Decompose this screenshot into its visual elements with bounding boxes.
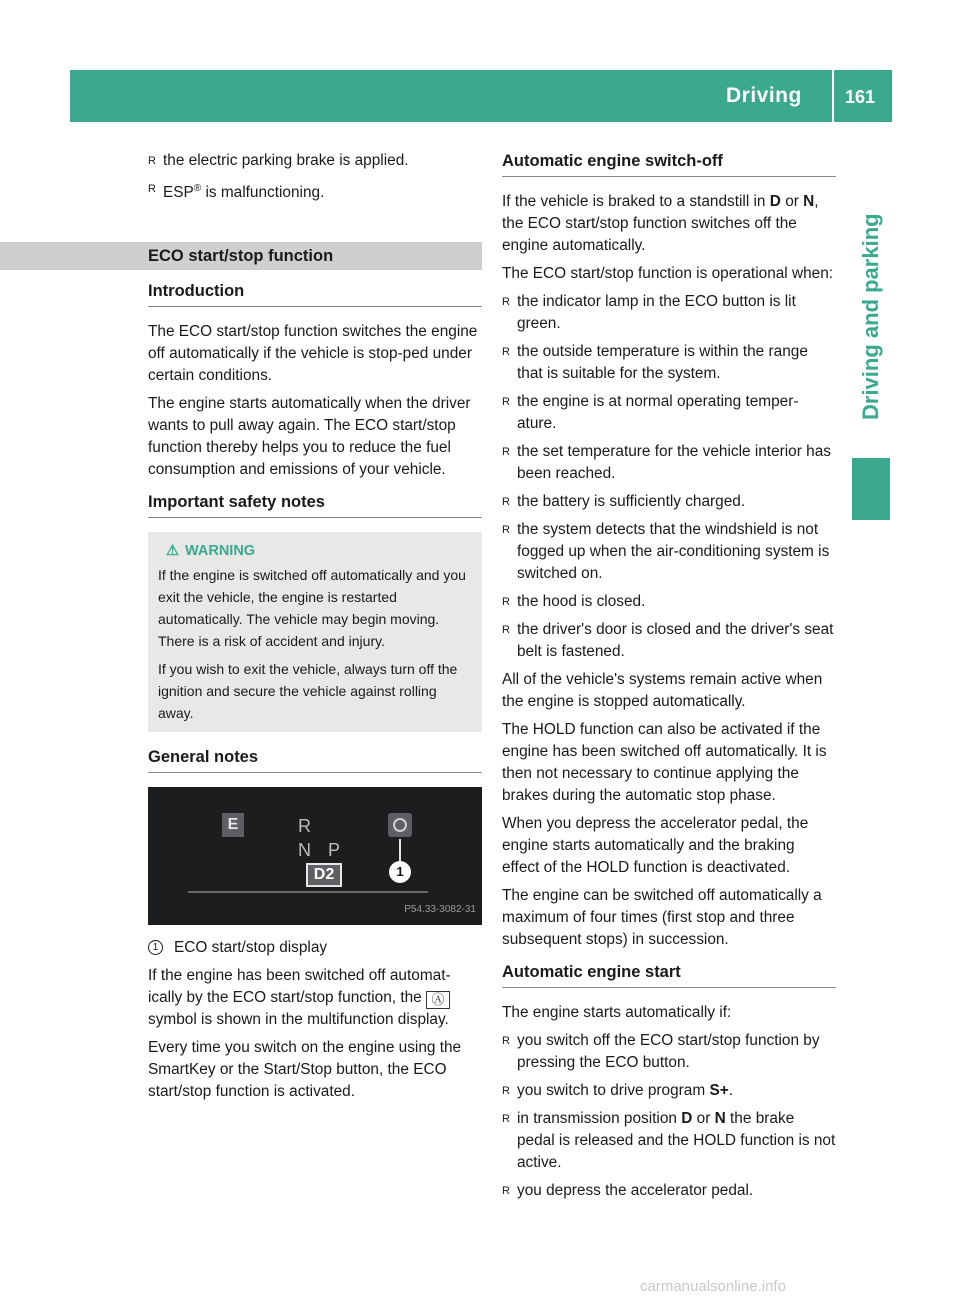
list-item: R the driver's door is closed and the driver's seat belt is fastened. — [502, 621, 834, 660]
callout-marker: 1 — [389, 861, 411, 883]
list-item: R the indicator lamp in the ECO button is lit green. — [502, 293, 796, 332]
list-item: R in transmission position D or N the brake pedal is released and the HOLD function is not active. — [502, 1110, 836, 1171]
side-tab-label: Driving and parking — [858, 213, 883, 420]
multifunction-display-image — [148, 787, 482, 925]
switch-off-paragraph: When you depress the accelerator pedal, the engine starts automatically and the braking effect of the HOLD function is deactivated. — [502, 815, 809, 876]
chapter-title: Driving — [726, 84, 802, 107]
introduction-heading: Introduction — [148, 280, 482, 307]
registered-mark: ® — [193, 183, 202, 194]
switch-off-heading: Automatic engine switch-off — [502, 150, 836, 177]
gear-d2-indicator: D2 — [306, 863, 342, 887]
eco-symbol-icon: Ⓐ — [426, 991, 450, 1009]
switch-off-paragraph: The ECO start/stop function is operational when: — [502, 265, 834, 282]
general-paragraph: Every time you switch on the engine using the SmartKey or the Start/Stop button, the ECO start/stop function is activated. — [148, 1039, 462, 1101]
warning-title: ⚠ WARNING — [166, 543, 256, 560]
bullet-mark: R — [148, 155, 156, 167]
switch-off-paragraph: The engine can be switched off automatically a maximum of four times (first stop and three subsequent stops) in succession. — [502, 887, 822, 948]
header-divider — [832, 70, 834, 122]
callout-number: 1 — [148, 940, 163, 955]
safety-heading: Important safety notes — [148, 491, 482, 518]
intro-paragraph: The engine starts automatically when the driver wants to pull away again. The ECO start/stop function thereby helps you to reduce the fuel consumption and emissions of your vehicle. — [148, 395, 471, 479]
callout-legend: 1 ECO start/stop display — [148, 937, 482, 959]
list-item: R the set temperature for the vehicle interior has been reached. — [502, 443, 831, 482]
intro-paragraph: The ECO start/stop function switches the engine off automatically if the vehicle is stop-ped under certain conditions. — [148, 323, 478, 385]
list-item: R the engine is at normal operating temper-ature. — [502, 393, 799, 432]
warning-triangle-icon: ⚠ — [166, 543, 179, 560]
display-baseline — [188, 891, 428, 893]
eco-e-indicator: E — [222, 813, 244, 837]
general-notes-heading: General notes — [148, 746, 482, 773]
list-item: R you depress the accelerator pedal. — [502, 1182, 754, 1199]
gear-np-indicator: N P — [298, 840, 347, 861]
warning-text: If the engine is switched off automatically and you exit the vehicle, the engine is restarted automatically. The vehicle may begin moving. There is a risk of accident and injury. — [158, 567, 466, 650]
engine-start-heading: Automatic engine start — [502, 961, 836, 988]
left-column — [148, 150, 482, 1109]
list-item: R the hood is closed. — [502, 593, 646, 610]
list-item: R the electric parking brake is applied. — [148, 150, 482, 172]
section-title: ECO start/stop function — [0, 242, 482, 270]
right-column — [502, 150, 836, 1208]
eco-start-stop-icon — [388, 813, 412, 837]
gear-r-indicator: R — [298, 816, 311, 837]
list-item: R ESP® is malfunctioning. — [148, 178, 482, 204]
callout-line — [399, 839, 401, 861]
engine-start-paragraph: The engine starts automatically if: — [502, 1004, 732, 1021]
warning-text: If you wish to exit the vehicle, always turn off the ignition and secure the vehicle against rolling away. — [158, 661, 458, 722]
page-number: 161 — [845, 87, 876, 107]
side-tab-marker — [852, 458, 890, 520]
warning-box — [148, 532, 482, 732]
switch-off-paragraph: All of the vehicle's systems remain active when the engine is stopped automatically. — [502, 671, 823, 710]
general-paragraph: If the engine has been switched off automat-ically by the ECO start/stop function, the Ⓐsymbol is shown in the multifunction display. — [148, 967, 451, 1029]
list-item: R the outside temperature is within the range that is suitable for the system. — [502, 343, 808, 382]
list-item: R you switch to drive program S+. — [502, 1082, 734, 1099]
list-item: R you switch off the ECO start/stop function by pressing the ECO button. — [502, 1032, 820, 1071]
list-item: R the battery is sufficiently charged. — [502, 493, 746, 510]
switch-off-paragraph: The HOLD function can also be activated if the engine has been switched off automatically. It is then not necessary to continue applying the brakes during the automatic stop phase. — [502, 721, 827, 804]
list-item: R the system detects that the windshield is not fogged up when the air-conditioning system is switched on. — [502, 521, 830, 582]
switch-off-paragraph: If the vehicle is braked to a standstill in D or N, the ECO start/stop function switches off the engine automatically. — [502, 193, 819, 254]
watermark: carmanualsonline.info — [640, 1278, 786, 1295]
bullet-mark: R — [148, 183, 156, 195]
image-code: P54.33-3082-31 — [404, 904, 476, 916]
